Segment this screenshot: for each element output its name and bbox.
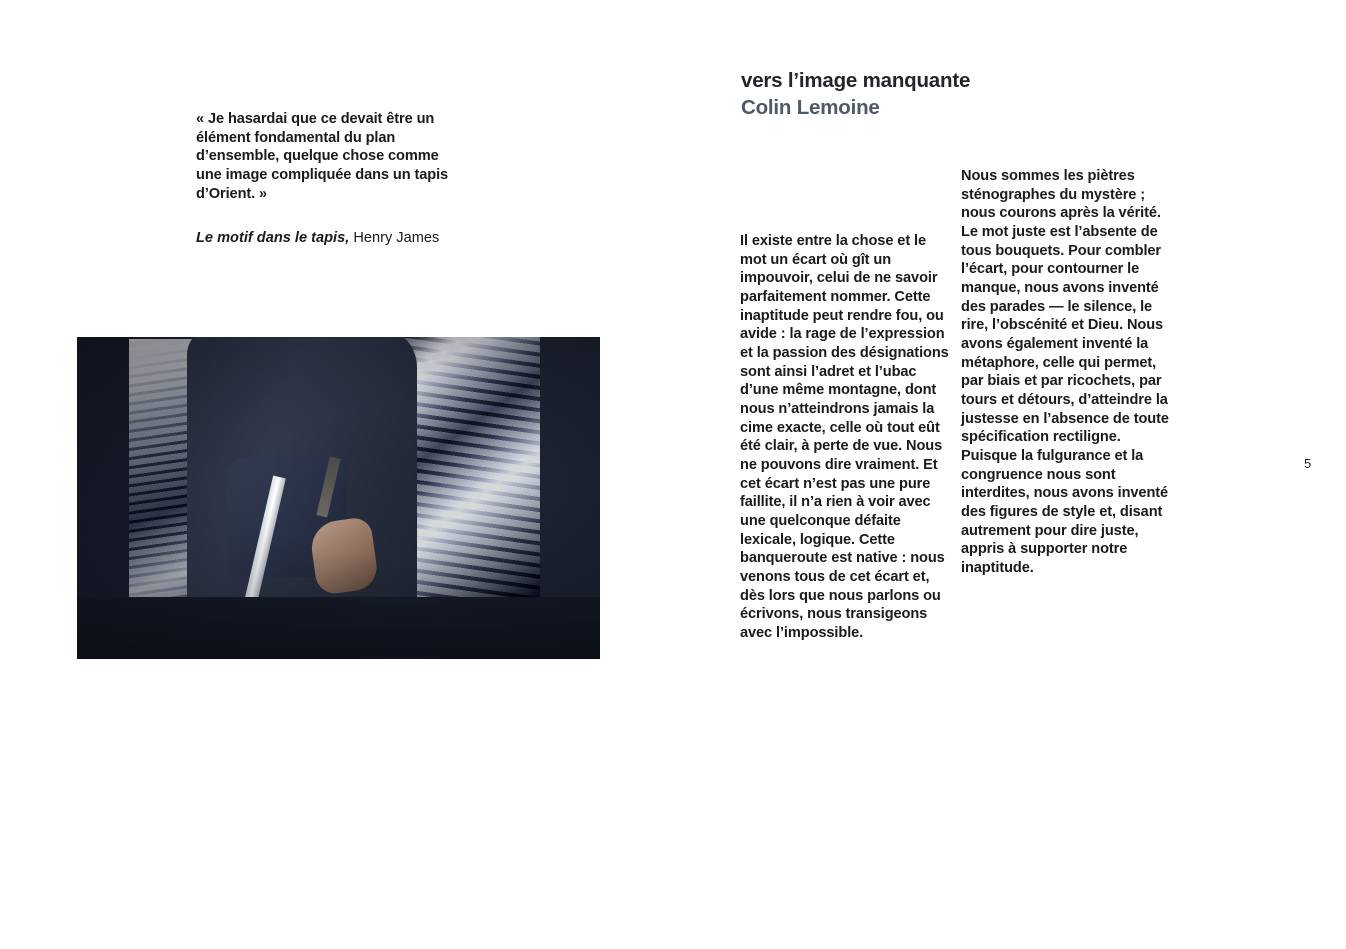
epigraph-source-author: Henry James <box>349 230 440 246</box>
epigraph-source <box>196 229 516 248</box>
body-paragraph-1: Il existe entre la chose et le mot un écart où gît un impouvoir, celui de ne savoir parfaitement nommer. Cette inaptitude peut rendre fou, ou avide : la rage de l’expression et la passion des désignations sont ainsi l’adret et l’ubac d’une même montagne, dont nous n’atteindrons jamais la cime exacte, celle où tout eût été clair, à perte de vue. Nous ne pouvons dire vraiment. Et cet écart n’est pas une pure faillite, il n’a rien à voir avec une quelconque défaite lexicale, logique. Cette banqueroute est native : nous venons tous de cet écart et, dès lors que nous parlons ou écrivons, nous transigeons avec l’impossible. <box>740 233 949 642</box>
epigraph-quote: « Je hasardai que ce devait être un élément fondamental du plan d’ensemble, quelque chose comme une image compliquée dans un tapis d’Orient. » <box>196 111 449 202</box>
body-text-column-1 <box>740 232 952 643</box>
article-title: vers l’image manquante <box>741 69 971 92</box>
page-number: 5 <box>1304 456 1312 471</box>
photo-vignette <box>77 337 600 659</box>
body-paragraph-2: Nous sommes les piètres sténographes du mystère ; nous courons après la vérité. Le mot juste est l’absente de tous bouquets. Pour combler l’écart, pour contourner le manque, nous avons inventé des parades — le silence, le rire, l’obscénité et Dieu. Nous avons également inventé la métaphore, celle qui permet, par biais et par ricochets, par tours et détours, d’atteindre la justesse en l’absence de toute spécification rectiligne. Puisque la fulgurance et la congruence nous sont interdites, nous avons inventé des figures de style et, disant autrement pour dire juste, appris à supporter notre inaptitude. <box>961 168 1169 577</box>
photograph-person-with-white-cane <box>77 337 600 659</box>
article-author: Colin Lemoine <box>741 96 880 119</box>
epigraph-source-title: Le motif dans le tapis, <box>196 230 350 246</box>
body-text-column-2 <box>961 167 1173 578</box>
